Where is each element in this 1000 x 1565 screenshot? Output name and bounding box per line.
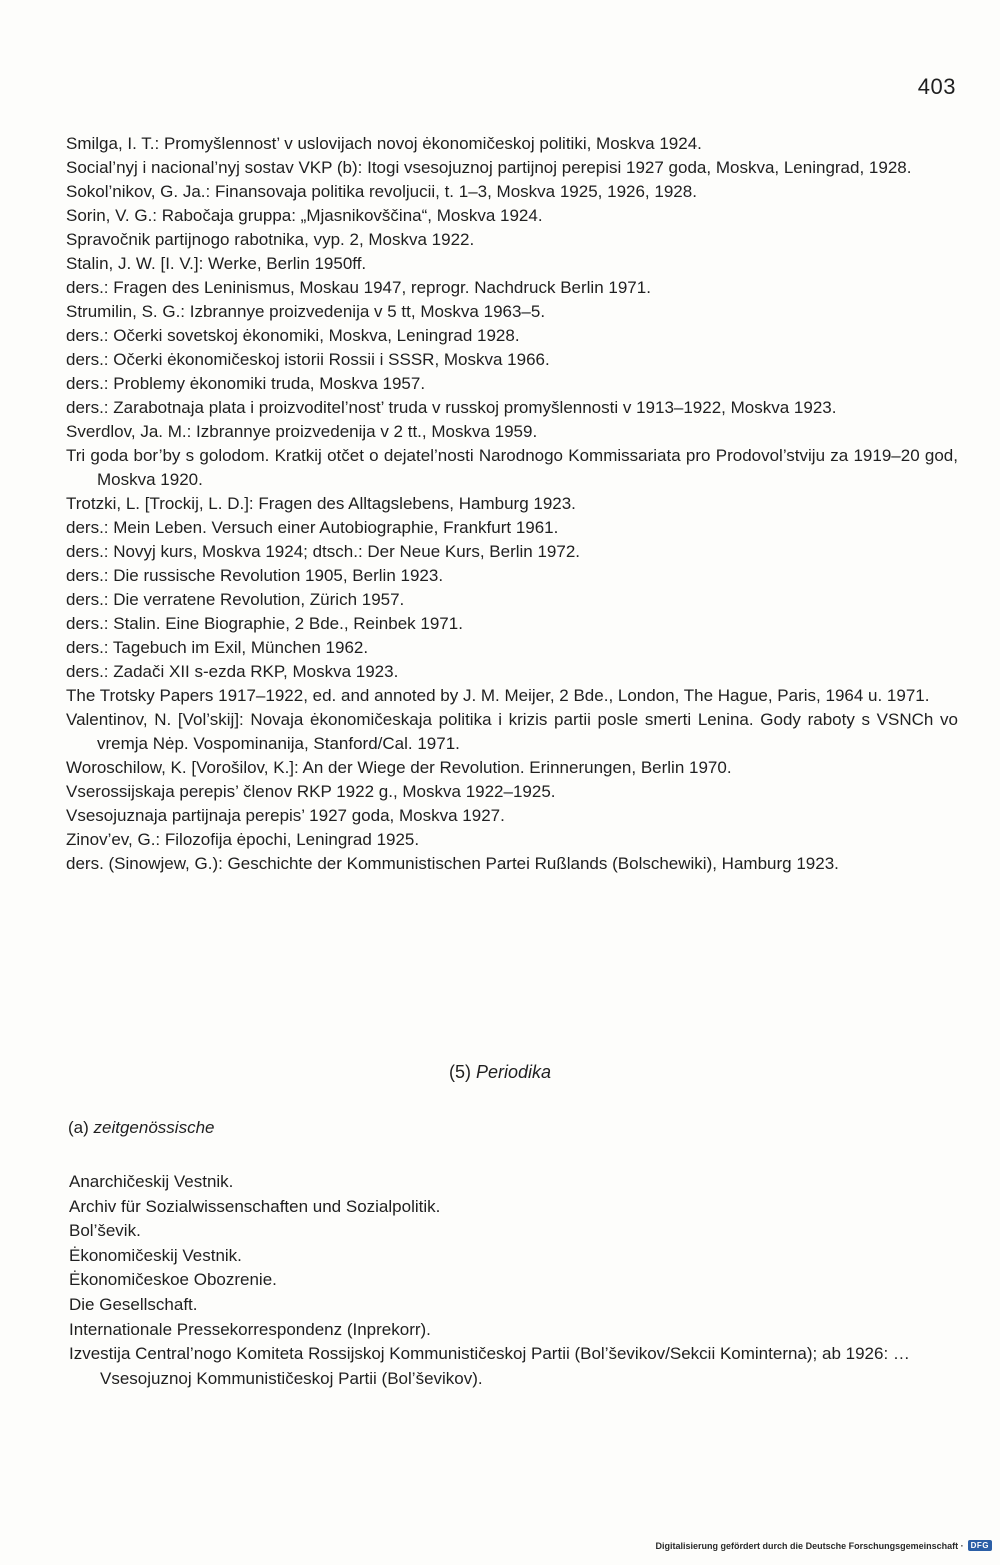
bibliography-entry: ders.: Tagebuch im Exil, München 1962. xyxy=(66,638,369,657)
bibliography-entry: ders.: Fragen des Leninismus, Moskau 1947, reprogr. Nachdruck Berlin 1971. xyxy=(66,278,651,297)
bibliography-entry: ders.: Die russische Revolution 1905, Berlin 1923. xyxy=(66,566,444,585)
bibliography-list xyxy=(66,132,958,876)
periodical-entry: Bol’ševik. xyxy=(69,1221,141,1241)
bibliography-entry: Strumilin, S. G.: Izbrannye proizvedenija v 5 tt, Moskva 1963–5. xyxy=(66,302,546,321)
subsection-heading xyxy=(68,1118,214,1138)
section-heading xyxy=(0,1062,1000,1083)
bibliography-entry: ders.: Očerki ėkonomičeskoj istorii Rossii i SSSR, Moskva 1966. xyxy=(66,350,550,369)
bibliography-entry: ders.: Novyj kurs, Moskva 1924; dtsch.: Der Neue Kurs, Berlin 1972. xyxy=(66,542,581,561)
bibliography-entry: ders.: Problemy ėkonomiki truda, Moskva 1957. xyxy=(66,374,426,393)
periodicals-list xyxy=(69,1170,961,1391)
bibliography-entry: Sorin, V. G.: Rabočaja gruppa: „Mjasnikovščina“, Moskva 1924. xyxy=(66,206,543,225)
bibliography-entry: ders.: Očerki sovetskoj ėkonomiki, Moskva, Leningrad 1928. xyxy=(66,326,520,345)
subsection-label: (a) xyxy=(68,1118,89,1137)
bibliography-entry: ders.: Die verratene Revolution, Zürich 1957. xyxy=(66,590,405,609)
bibliography-entry: Sverdlov, Ja. M.: Izbrannye proizvedenija v 2 tt., Moskva 1959. xyxy=(66,422,538,441)
bibliography-entry: Woroschilow, K. [Vorošilov, K.]: An der Wiege der Revolution. Erinnerungen, Berlin 1970. xyxy=(66,758,732,777)
section-number: (5) xyxy=(448,1062,471,1082)
periodical-entry: Archiv für Sozialwissenschaften und Sozialpolitik. xyxy=(69,1196,441,1216)
bibliography-entry: Vserossijskaja perepis’ členov RKP 1922 g., Moskva 1922–1925. xyxy=(66,782,556,801)
subsection-title: zeitgenössische xyxy=(93,1118,215,1137)
bibliography-entry: Stalin, J. W. [I. V.]: Werke, Berlin 1950ff. xyxy=(66,254,367,273)
bibliography-entry: Trotzki, L. [Trockij, L. D.]: Fragen des Alltagslebens, Hamburg 1923. xyxy=(66,494,576,513)
periodical-entry: Ėkonomičeskij Vestnik. xyxy=(69,1245,242,1265)
periodical-entry: Ėkonomičeskoe Obozrenie. xyxy=(69,1270,277,1290)
bibliography-entry: ders. (Sinowjew, G.): Geschichte der Kommunistischen Partei Rußlands (Bolschewiki), Hamburg 1923. xyxy=(66,854,839,873)
digitization-footer xyxy=(656,1540,992,1551)
bibliography-entry: Social’nyj i nacional’nyj sostav VKP (b): Itogi vsesojuznoj partijnoj perepisi 1927 goda, Moskva, Leningrad, 1928. xyxy=(66,158,912,177)
bibliography-entry: Zinov’ev, G.: Filozofija ėpochi, Leningrad 1925. xyxy=(66,830,420,849)
page-number: 403 xyxy=(917,74,956,99)
bibliography-entry: ders.: Zadači XII s-ezda RKP, Moskva 1923. xyxy=(66,662,399,681)
bibliography-entry: Spravočnik partijnogo rabotnika, vyp. 2, Moskva 1922. xyxy=(66,230,475,249)
bibliography-entry: Smilga, I. T.: Promyšlennost’ v uslovijach novoj ėkonomičeskoj politiki, Moskva 1924. xyxy=(66,134,702,153)
bibliography-entry: Valentinov, N. [Vol’skij]: Novaja ėkonomičeskaja politika i krizis partii posle smerti Lenina. Gody raboty s VSNCh vo vremja Nėp. Vospominanija, Stanford/Cal. 1971. xyxy=(66,710,958,753)
bibliography-entry: Tri goda bor’by s golodom. Kratkij otčet o dejatel’nosti Narodnogo Kommissariata pro Prodovol’stviju za 1919–20 god, Moskva 1920. xyxy=(66,446,958,489)
periodical-entry: Anarchičeskij Vestnik. xyxy=(69,1172,234,1191)
bibliography-entry: ders.: Stalin. Eine Biographie, 2 Bde., Reinbek 1971. xyxy=(66,614,463,633)
footer-text: Digitalisierung gefördert durch die Deutsche Forschungsgemeinschaft · xyxy=(655,1540,964,1551)
periodical-entry: Die Gesellschaft. xyxy=(69,1294,198,1314)
dfg-logo-icon: DFG xyxy=(968,1540,992,1551)
bibliography-entry: ders.: Mein Leben. Versuch einer Autobiographie, Frankfurt 1961. xyxy=(66,518,559,537)
bibliography-entry: Vsesojuznaja partijnaja perepis’ 1927 goda, Moskva 1927. xyxy=(66,806,505,825)
periodical-entry: Izvestija Central’nogo Komiteta Rossijskoj Kommunističeskoj Partii (Bol’ševikov/Sekcii Kominterna); ab 1926: … Vsesojuznoj Kommunističeskoj Partii (Bol’ševikov). xyxy=(69,1344,910,1388)
bibliography-entry: ders.: Zarabotnaja plata i proizvoditel’nost’ truda v russkoj promyšlennosti v 1913–1922, Moskva 1923. xyxy=(66,398,837,417)
periodical-entry: Internationale Pressekorrespondenz (Inprekorr). xyxy=(69,1319,431,1339)
bibliography-entry: The Trotsky Papers 1917–1922, ed. and annoted by J. M. Meijer, 2 Bde., London, The Hague, Paris, 1964 u. 1971. xyxy=(66,686,930,705)
section-title: Periodika xyxy=(475,1062,552,1082)
bibliography-entry: Sokol’nikov, G. Ja.: Finansovaja politika revoljucii, t. 1–3, Moskva 1925, 1926, 1928. xyxy=(66,182,697,201)
